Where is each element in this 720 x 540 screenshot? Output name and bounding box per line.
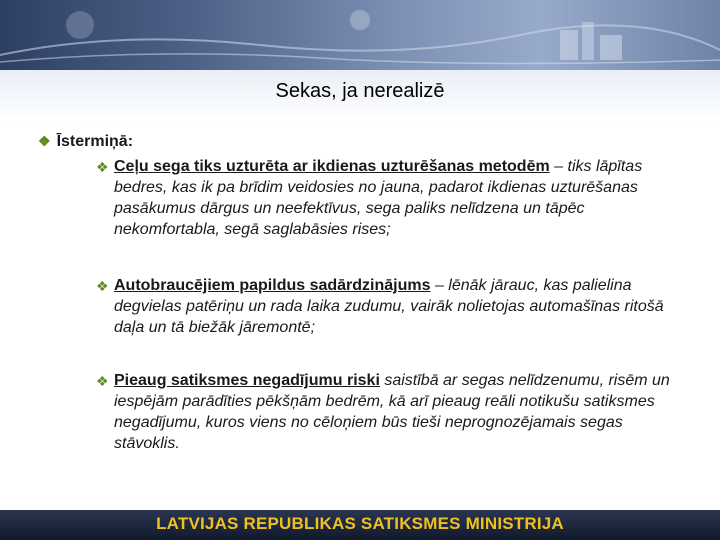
item-lead: Autobraucējiem papildus sadārdzinājums [114, 277, 431, 294]
diamond-bullet-icon: ❖ [38, 133, 51, 149]
list-item [96, 370, 686, 454]
list-item [96, 275, 686, 338]
item-text: saistībā ar segas nelīdzenumu, risēm un iespējām parādīties pēkšņām bedrēm, kā arī pieaug reāli notikušu satiksmes negadījumu, kuros viens no cēloņiem būs tieši neprognozējamais segas stāvoklis. [114, 372, 670, 452]
item-lead: Pieaug satiksmes negadījumu riski [114, 372, 380, 389]
diamond-bullet-icon: ❖ [96, 373, 109, 389]
slide-title: Sekas, ja nerealizē [275, 80, 445, 102]
list-item [96, 156, 686, 240]
item-lead: Ceļu sega tiks uzturēta ar ikdienas uzturēšanas metodēm [114, 158, 550, 175]
diamond-bullet-icon: ❖ [96, 159, 109, 175]
diamond-bullet-icon: ❖ [96, 278, 109, 294]
item-text: – lēnāk jārauc, kas palielina degvielas patēriņu un rada laika zudumu, vairāk nolietojas automašīnas ritošā daļa un tā biežāk jāremontē; [114, 277, 664, 336]
footer-text: LATVIJAS REPUBLIKAS SATIKSMES MINISTRIJA [156, 514, 564, 533]
item-text: – tiks lāpītas bedres, kas ik pa brīdim veidosies no jauna, padarot ikdienas uzturēšanas pasākumus dārgus un neefektīvus, sega paliks nelīdzena un tāpēc nekomfortabla, segā saglabāsies rises; [114, 158, 643, 238]
level1-text: Īstermiņā: [56, 133, 134, 150]
header-decoration-icon [0, 0, 720, 70]
bullet-level1 [38, 131, 133, 152]
header-banner [0, 0, 720, 70]
